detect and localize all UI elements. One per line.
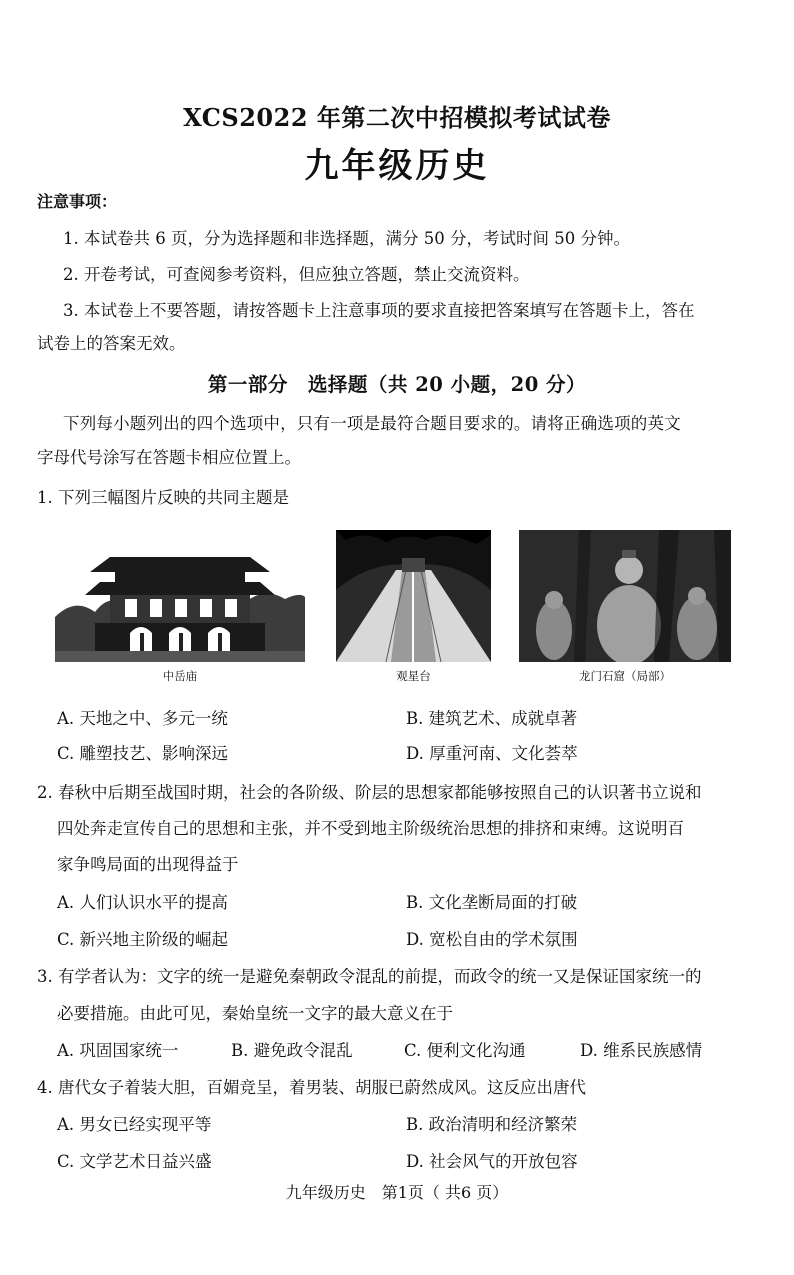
notice-item-1: 1. 本试卷共 6 页，分为选择题和非选择题，满分 50 分，考试时间 50 分钟。: [63, 229, 630, 248]
question-3-stem-line1: 3. 有学者认为：文字的统一是避免秦朝政令混乱的前提，而政令的统一又是保证国家统一的: [37, 967, 702, 986]
question-3-stem-line2: 必要措施。由此可见，秦始皇统一文字的最大意义在于: [57, 1004, 453, 1023]
longmen-grottoes-image: [519, 530, 731, 662]
notice-item-3-line1: 3. 本试卷上不要答题，请按答题卡上注意事项的要求直接把答案填写在答题卡上，答在: [63, 301, 695, 320]
q4-option-d[interactable]: D. 社会风气的开放包容: [406, 1152, 578, 1171]
exam-title: XCS2022 年第二次中招模拟考试试卷: [183, 103, 611, 132]
figure-caption-zhongyue: 中岳庙: [162, 669, 198, 683]
question-1-stem: 1. 下列三幅图片反映的共同主题是: [37, 488, 289, 507]
q3-option-c[interactable]: C. 便利文化沟通: [404, 1041, 526, 1060]
q1-option-d[interactable]: D. 厚重河南、文化荟萃: [406, 744, 578, 763]
section-instruction-line1: 下列每小题列出的四个选项中，只有一项是最符合题目要求的。请将正确选项的英文: [63, 414, 681, 433]
page-footer: 九年级历史 第1页（ 共6 页）: [285, 1183, 509, 1202]
zhongyue-temple-image: [55, 537, 305, 662]
q1-option-b[interactable]: B. 建筑艺术、成就卓著: [406, 709, 578, 728]
q3-option-d[interactable]: D. 维系民族感情: [580, 1041, 703, 1060]
question-2-stem-line3: 家争鸣局面的出现得益于: [57, 855, 239, 874]
q2-option-c[interactable]: C. 新兴地主阶级的崛起: [57, 930, 229, 949]
section-instruction-line2: 字母代号涂写在答题卡相应位置上。: [37, 448, 301, 467]
q4-option-b[interactable]: B. 政治清明和经济繁荣: [406, 1115, 578, 1134]
q2-option-a[interactable]: A. 人们认识水平的提高: [57, 893, 228, 912]
section-title: 第一部分 选择题（共 20 小题，20 分）: [207, 373, 587, 396]
q1-option-c[interactable]: C. 雕塑技艺、影响深远: [57, 744, 229, 763]
q4-option-c[interactable]: C. 文学艺术日益兴盛: [57, 1152, 212, 1171]
observatory-image: [336, 530, 491, 662]
question-4-stem: 4. 唐代女子着装大胆，百媚竞呈，着男装、胡服已蔚然成风。这反应出唐代: [37, 1078, 586, 1097]
figure-caption-longmen: 龙门石窟（局部）: [579, 669, 671, 683]
figure-caption-observatory: 观星台: [396, 669, 431, 683]
q2-option-b[interactable]: B. 文化垄断局面的打破: [406, 893, 578, 912]
q3-option-b[interactable]: B. 避免政令混乱: [231, 1041, 353, 1060]
q4-option-a[interactable]: A. 男女已经实现平等: [57, 1115, 212, 1134]
notice-item-2: 2. 开卷考试，可查阅参考资料，但应独立答题，禁止交流资料。: [63, 265, 530, 284]
question-2-stem-line1: 2. 春秋中后期至战国时期，社会的各阶级、阶层的思想家都能够按照自己的认识著书立说和: [37, 783, 702, 802]
q2-option-d[interactable]: D. 宽松自由的学术氛围: [406, 930, 578, 949]
question-2-stem-line2: 四处奔走宣传自己的思想和主张，并不受到地主阶级统治思想的排挤和束缚。这说明百: [57, 819, 684, 838]
q1-option-a[interactable]: A. 天地之中、多元一统: [57, 709, 228, 728]
notice-item-3-line2: 试卷上的答案无效。: [37, 334, 186, 353]
notice-heading: 注意事项：: [37, 192, 118, 211]
q3-option-a[interactable]: A. 巩固国家统一: [57, 1041, 179, 1060]
subject-title: 九年级历史: [304, 146, 490, 186]
